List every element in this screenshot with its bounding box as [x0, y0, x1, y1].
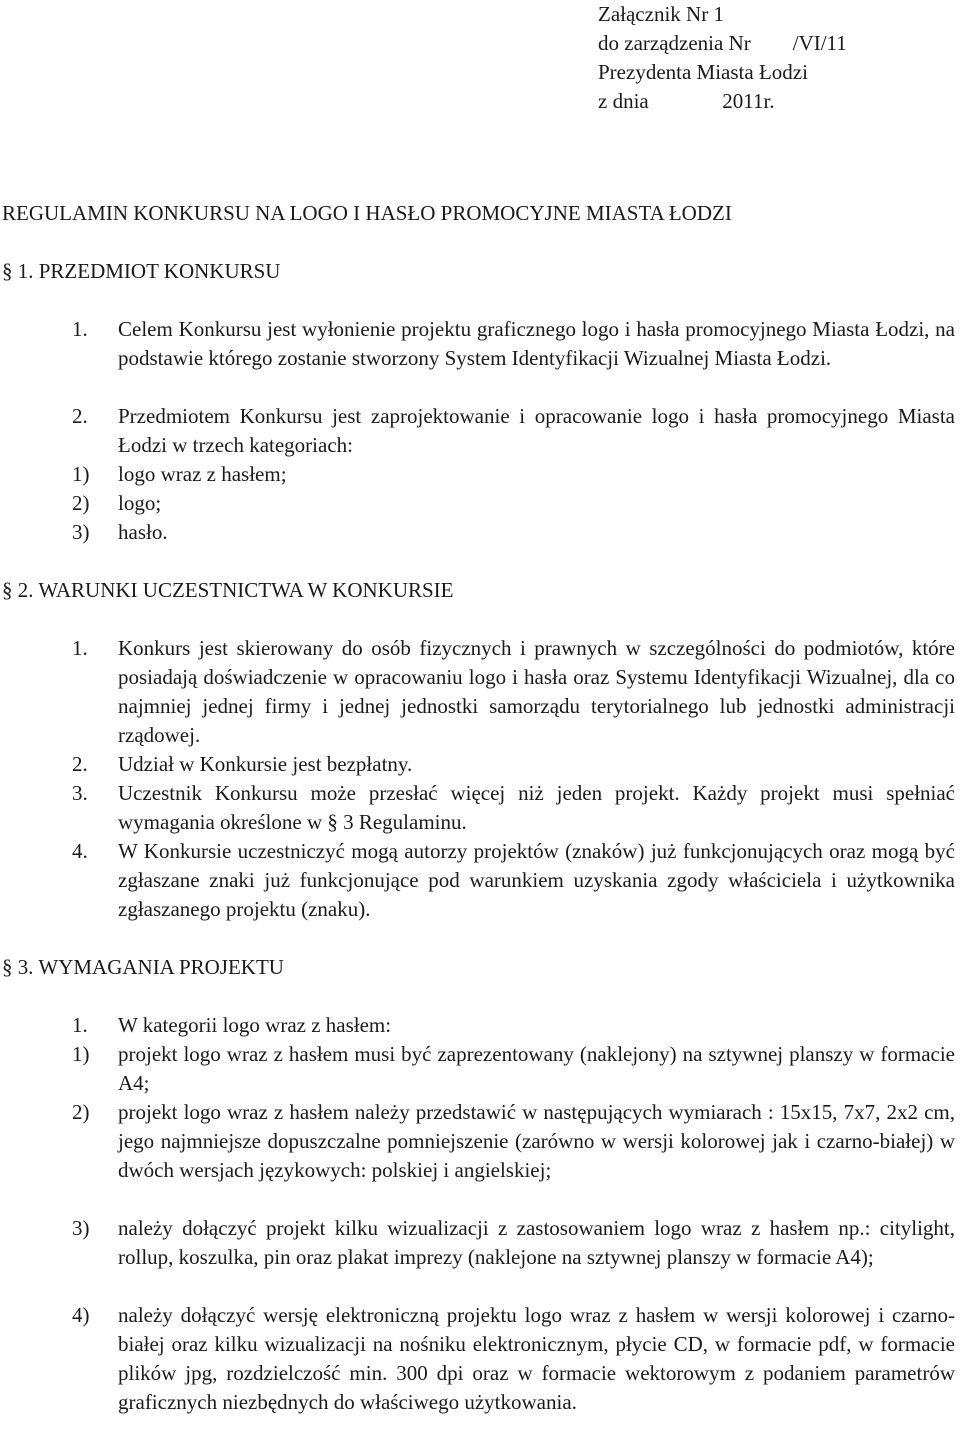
section-3-subitem-3 [72, 1214, 955, 1272]
section-1-item-1 [72, 315, 955, 373]
item-text: Przedmiotem Konkursu jest zaprojektowanie i opracowanie logo i hasła promocyjnego Miasta Łodzi w trzech kategoriach: [118, 404, 955, 457]
section-heading-1 [2, 257, 902, 286]
item-number: 1) [72, 1042, 90, 1066]
item-number: 4. [72, 839, 88, 863]
section-heading-3 [2, 953, 902, 982]
item-number: 2) [72, 1100, 90, 1124]
section-2-item-2 [72, 750, 955, 779]
section-3-subitem-2 [72, 1098, 955, 1185]
section-2-item-3 [72, 779, 955, 837]
section-sign: § [2, 259, 13, 283]
annex-ordinance: do zarządzenia Nr /VI/11 [598, 31, 847, 55]
item-number: 2. [72, 404, 88, 428]
item-number: 4) [72, 1303, 90, 1327]
item-number: 3. [72, 781, 88, 805]
item-text: Udział w Konkursie jest bezpłatny. [118, 752, 413, 776]
item-number: 3) [72, 520, 90, 544]
annex-date: z dnia 2011r. [598, 89, 775, 113]
item-text: Celem Konkursu jest wyłonienie projektu graficznego logo i hasła promocyjnego Miasta Łodzi, na podstawie którego zostanie stworzony System Identyfikacji Wizualnej Miasta Łodzi. [118, 317, 955, 370]
item-text: należy dołączyć wersję elektroniczną projektu logo wraz z hasłem w wersji kolorowej i czarno-białej oraz kilku wizualizacji na nośniku elektronicznym, płycie CD, w formacie pdf, w formacie plików jpg, rozdzielczość min. 300 dpi oraz w formacie wektorowym z podaniem parametrów graficznych niezbędnych do właściwego użytkowania. [118, 1303, 955, 1414]
section-sign: § [2, 955, 13, 979]
item-text: hasło. [118, 520, 168, 544]
item-text: logo wraz z hasłem; [118, 462, 287, 486]
item-text: W kategorii logo wraz z hasłem: [118, 1013, 392, 1037]
section-1-subitem-1 [72, 460, 955, 489]
annex-number: Załącznik Nr 1 [598, 2, 724, 26]
document-title: REGULAMIN KONKURSU NA LOGO I HASŁO PROMOCYJNE MIASTA ŁODZI [2, 201, 732, 225]
item-text: W Konkursie uczestniczyć mogą autorzy projektów (znaków) już funkcjonujących oraz mogą być zgłaszane znaki już funkcjonujące pod warunkiem uzyskania zgody właściciela i użytkownika zgłaszanego projektu (znaku). [118, 839, 955, 921]
item-number: 1. [72, 317, 88, 341]
section-heading-text: 1. PRZEDMIOT KONKURSU [17, 259, 281, 283]
section-2-item-4 [72, 837, 955, 924]
section-1-subitem-3 [72, 518, 955, 547]
item-text: Uczestnik Konkursu może przesłać więcej niż jeden projekt. Każdy projekt musi spełniać wymagania określone w § 3 Regulaminu. [118, 781, 955, 834]
section-1-subitem-2 [72, 489, 955, 518]
section-3-item-1 [72, 1011, 955, 1040]
item-number: 2. [72, 752, 88, 776]
section-heading-2 [2, 576, 902, 605]
section-3-subitem-1 [72, 1040, 955, 1098]
annex-issuer: Prezydenta Miasta Łodzi [598, 60, 808, 84]
item-text: projekt logo wraz z hasłem musi być zaprezentowany (naklejony) na sztywnej planszy w formacie A4; [118, 1042, 955, 1095]
section-heading-text: 2. WARUNKI UCZESTNICTWA W KONKURSIE [17, 578, 454, 602]
section-heading-text: 3. WYMAGANIA PROJEKTU [17, 955, 284, 979]
item-number: 2) [72, 491, 90, 515]
item-number: 1. [72, 636, 88, 660]
section-1-item-2 [72, 402, 955, 460]
item-text: logo; [118, 491, 162, 515]
section-sign: § [2, 578, 13, 602]
section-3-subitem-4 [72, 1301, 955, 1417]
item-text: należy dołączyć projekt kilku wizualizacji z zastosowaniem logo wraz z hasłem np.: citylight, rollup, koszulka, pin oraz plakat imprezy (naklejone na sztywnej planszy w formacie A4); [118, 1216, 955, 1269]
item-number: 1) [72, 462, 90, 486]
item-number: 3) [72, 1216, 90, 1240]
section-2-item-1 [72, 634, 955, 750]
item-number: 1. [72, 1013, 88, 1037]
annex-header [598, 0, 928, 116]
item-text: Konkurs jest skierowany do osób fizycznych i prawnych w szczególności do podmiotów, które posiadają doświadczenie w opracowaniu logo i hasła oraz Systemu Identyfikacji Wizualnej, dla co najmniej jednej firmy i jednej jednostki samorządu terytorialnego lub jednostki administracji rządowej. [118, 636, 955, 747]
item-text: projekt logo wraz z hasłem należy przedstawić w następujących wymiarach : 15x15, 7x7, 2x2 cm, jego najmniejsze dopuszczalne pomniejszenie (zarówno w wersji kolorowej jak i czarno-białej) w dwóch wersjach językowych: polskiej i angielskiej; [118, 1100, 955, 1182]
